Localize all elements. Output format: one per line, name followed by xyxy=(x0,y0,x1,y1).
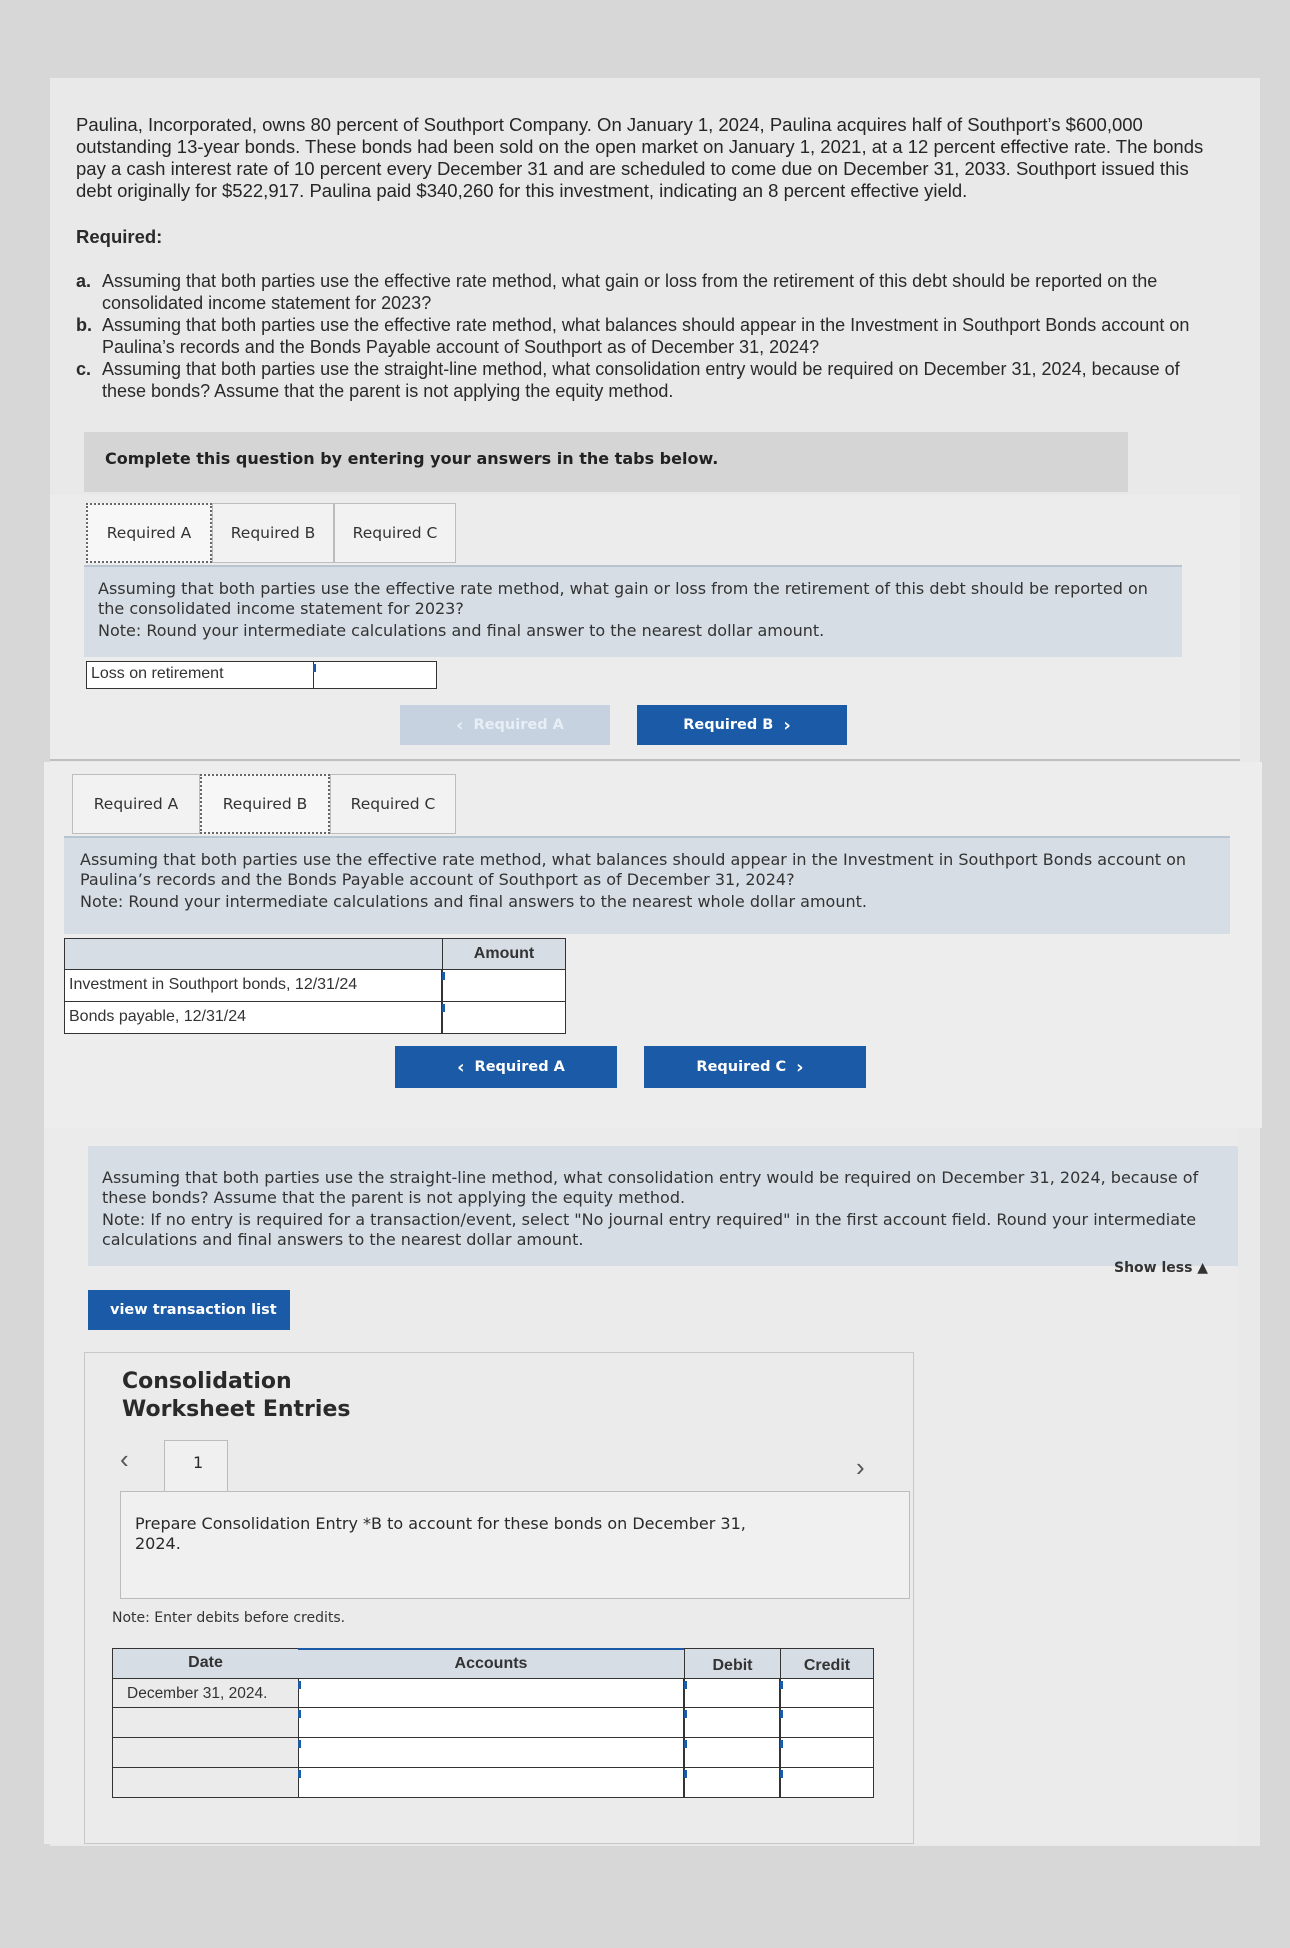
part-c-panel xyxy=(44,1128,1238,1844)
part-c-prompt: Assuming that both parties use the straight-line method, what consolidation entry would be required on December 31, 2024, because of these bonds? Assume that the parent is not applying the equity method. xyxy=(102,1168,1199,1207)
credit-column-header: Credit xyxy=(780,1648,874,1678)
journal-debit-input[interactable] xyxy=(684,1768,780,1798)
instruction-text: Complete this question by entering your answers in the tabs below. xyxy=(105,449,719,468)
journal-account-input[interactable] xyxy=(298,1678,684,1708)
loss-on-retirement-input[interactable] xyxy=(313,661,437,689)
journal-date-cell xyxy=(112,1738,298,1768)
chevron-right-icon[interactable]: › xyxy=(856,1452,865,1482)
tab-required-a[interactable]: Required A xyxy=(86,503,212,563)
journal-account-input[interactable] xyxy=(298,1708,684,1738)
next-button-label: Required B xyxy=(683,717,774,733)
next-required-c-button[interactable] xyxy=(644,1046,866,1088)
table-header-blank xyxy=(64,938,442,970)
amount-column-header: Amount xyxy=(442,938,566,970)
chevron-left-icon: ‹ xyxy=(457,1056,465,1078)
part-a-panel xyxy=(50,495,1240,760)
chevron-right-icon: › xyxy=(796,1056,804,1078)
entry-note: Note: Enter debits before credits. xyxy=(112,1610,346,1626)
journal-credit-input[interactable] xyxy=(780,1678,874,1708)
show-less-link[interactable]: Show less ▲ xyxy=(1114,1260,1209,1276)
part-b-note: Note: Round your intermediate calculations and final answers to the nearest whole dollar amount. xyxy=(80,892,867,911)
row-label-bonds-payable: Bonds payable, 12/31/24 xyxy=(64,1002,442,1034)
chevron-left-icon[interactable]: ‹ xyxy=(120,1444,129,1474)
journal-date-cell: December 31, 2024. xyxy=(112,1678,298,1708)
problem-statement: Paulina, Incorporated, owns 80 percent of Southport Company. On January 1, 2024, Paulina acquires half of Southport’s $600,000 outstanding 13-year bonds. These bonds had been sold on the open market on January 1, 2021, at a 12 percent effective rate. The bonds pay a cash interest rate of 10 percent every December 31 and are scheduled to come due on December 31, 2033. Southport issued this debt originally for $522,917. Paulina paid $340,260 for this investment, indicating an 8 percent effective yield. xyxy=(76,114,1204,201)
part-c-prompt-box xyxy=(88,1146,1238,1266)
journal-account-input[interactable] xyxy=(298,1768,684,1798)
tab-required-b[interactable]: Required B xyxy=(212,503,334,563)
question-c xyxy=(76,358,1226,402)
question-text: Assuming that both parties use the effective rate method, what balances should appear in the Investment in Southport Bonds account on Paulina’s records and the Bonds Payable account of Southport as of December 31, 2024? xyxy=(102,315,1190,357)
journal-credit-input[interactable] xyxy=(780,1768,874,1798)
prev-button-label: Required A xyxy=(474,1059,565,1075)
question-text: Assuming that both parties use the effective rate method, what gain or loss from the retirement of this debt should be reported on the consolidated income statement for 2023? xyxy=(102,271,1158,313)
entry-prompt-box xyxy=(120,1491,910,1599)
entry-prompt: Prepare Consolidation Entry *B to account for these bonds on December 31, 2024. xyxy=(135,1514,746,1553)
prev-required-a-button[interactable] xyxy=(395,1046,617,1088)
required-heading: Required: xyxy=(76,226,163,247)
journal-date-cell xyxy=(112,1708,298,1738)
next-button-label: Required C xyxy=(696,1059,787,1075)
journal-debit-input[interactable] xyxy=(684,1708,780,1738)
divider xyxy=(50,759,1240,761)
next-required-b-button[interactable] xyxy=(637,705,847,745)
part-b-panel xyxy=(44,762,1262,1128)
worksheet-title-line2: Worksheet Entries xyxy=(122,1397,351,1422)
part-b-prompt: Assuming that both parties use the effective rate method, what balances should appear in the Investment in Southport Bonds account on Paulina’s records and the Bonds Payable account of Southport as of December 31, 2024? xyxy=(80,850,1186,889)
entry-tab-1[interactable]: 1 xyxy=(164,1440,228,1492)
chevron-right-icon: › xyxy=(783,714,791,736)
question-a xyxy=(76,270,1226,314)
date-column-header: Date xyxy=(112,1648,298,1678)
journal-debit-input[interactable] xyxy=(684,1678,780,1708)
tab-required-a[interactable]: Required A xyxy=(72,774,200,834)
tab-required-c[interactable]: Required C xyxy=(330,774,456,834)
prev-required-a-button xyxy=(400,705,610,745)
journal-credit-input[interactable] xyxy=(780,1708,874,1738)
journal-debit-input[interactable] xyxy=(684,1738,780,1768)
journal-account-input[interactable] xyxy=(298,1738,684,1768)
question-text: Assuming that both parties use the straight-line method, what consolidation entry would be required on December 31, 2024, because of these bonds? Assume that the parent is not applying the equity method. xyxy=(102,359,1180,401)
part-b-prompt-box xyxy=(64,836,1230,934)
accounts-column-header: Accounts xyxy=(298,1648,684,1678)
question-letter: b. xyxy=(76,315,92,335)
view-transaction-list-button[interactable]: view transaction list xyxy=(88,1290,290,1330)
part-a-prompt-box xyxy=(84,565,1182,657)
loss-on-retirement-label: Loss on retirement xyxy=(86,661,314,689)
part-a-note: Note: Round your intermediate calculations and final answer to the nearest dollar amount. xyxy=(98,621,825,640)
part-c-note: Note: If no entry is required for a transaction/event, select "No journal entry required" in the first account field. Round your intermediate calculations and final answers to the nearest dollar amount. xyxy=(102,1210,1197,1249)
tab-required-c[interactable]: Required C xyxy=(334,503,456,563)
part-a-prompt: Assuming that both parties use the effective rate method, what gain or loss from the retirement of this debt should be reported on the consolidated income statement for 2023? xyxy=(98,579,1148,618)
worksheet-title xyxy=(122,1368,350,1424)
bonds-payable-amount-input[interactable] xyxy=(442,1002,566,1034)
debit-column-header: Debit xyxy=(684,1648,780,1678)
question-letter: a. xyxy=(76,271,92,291)
question-b xyxy=(76,314,1226,358)
question-letter: c. xyxy=(76,359,92,379)
journal-credit-input[interactable] xyxy=(780,1738,874,1768)
investment-amount-input[interactable] xyxy=(442,970,566,1002)
row-label-investment: Investment in Southport bonds, 12/31/24 xyxy=(64,970,442,1002)
chevron-left-icon: ‹ xyxy=(456,714,464,736)
journal-date-cell xyxy=(112,1768,298,1798)
prev-button-label: Required A xyxy=(473,717,564,733)
worksheet-title-line1: Consolidation xyxy=(122,1369,292,1394)
tab-strip-cut xyxy=(94,1128,454,1147)
tab-required-b[interactable]: Required B xyxy=(200,774,330,834)
